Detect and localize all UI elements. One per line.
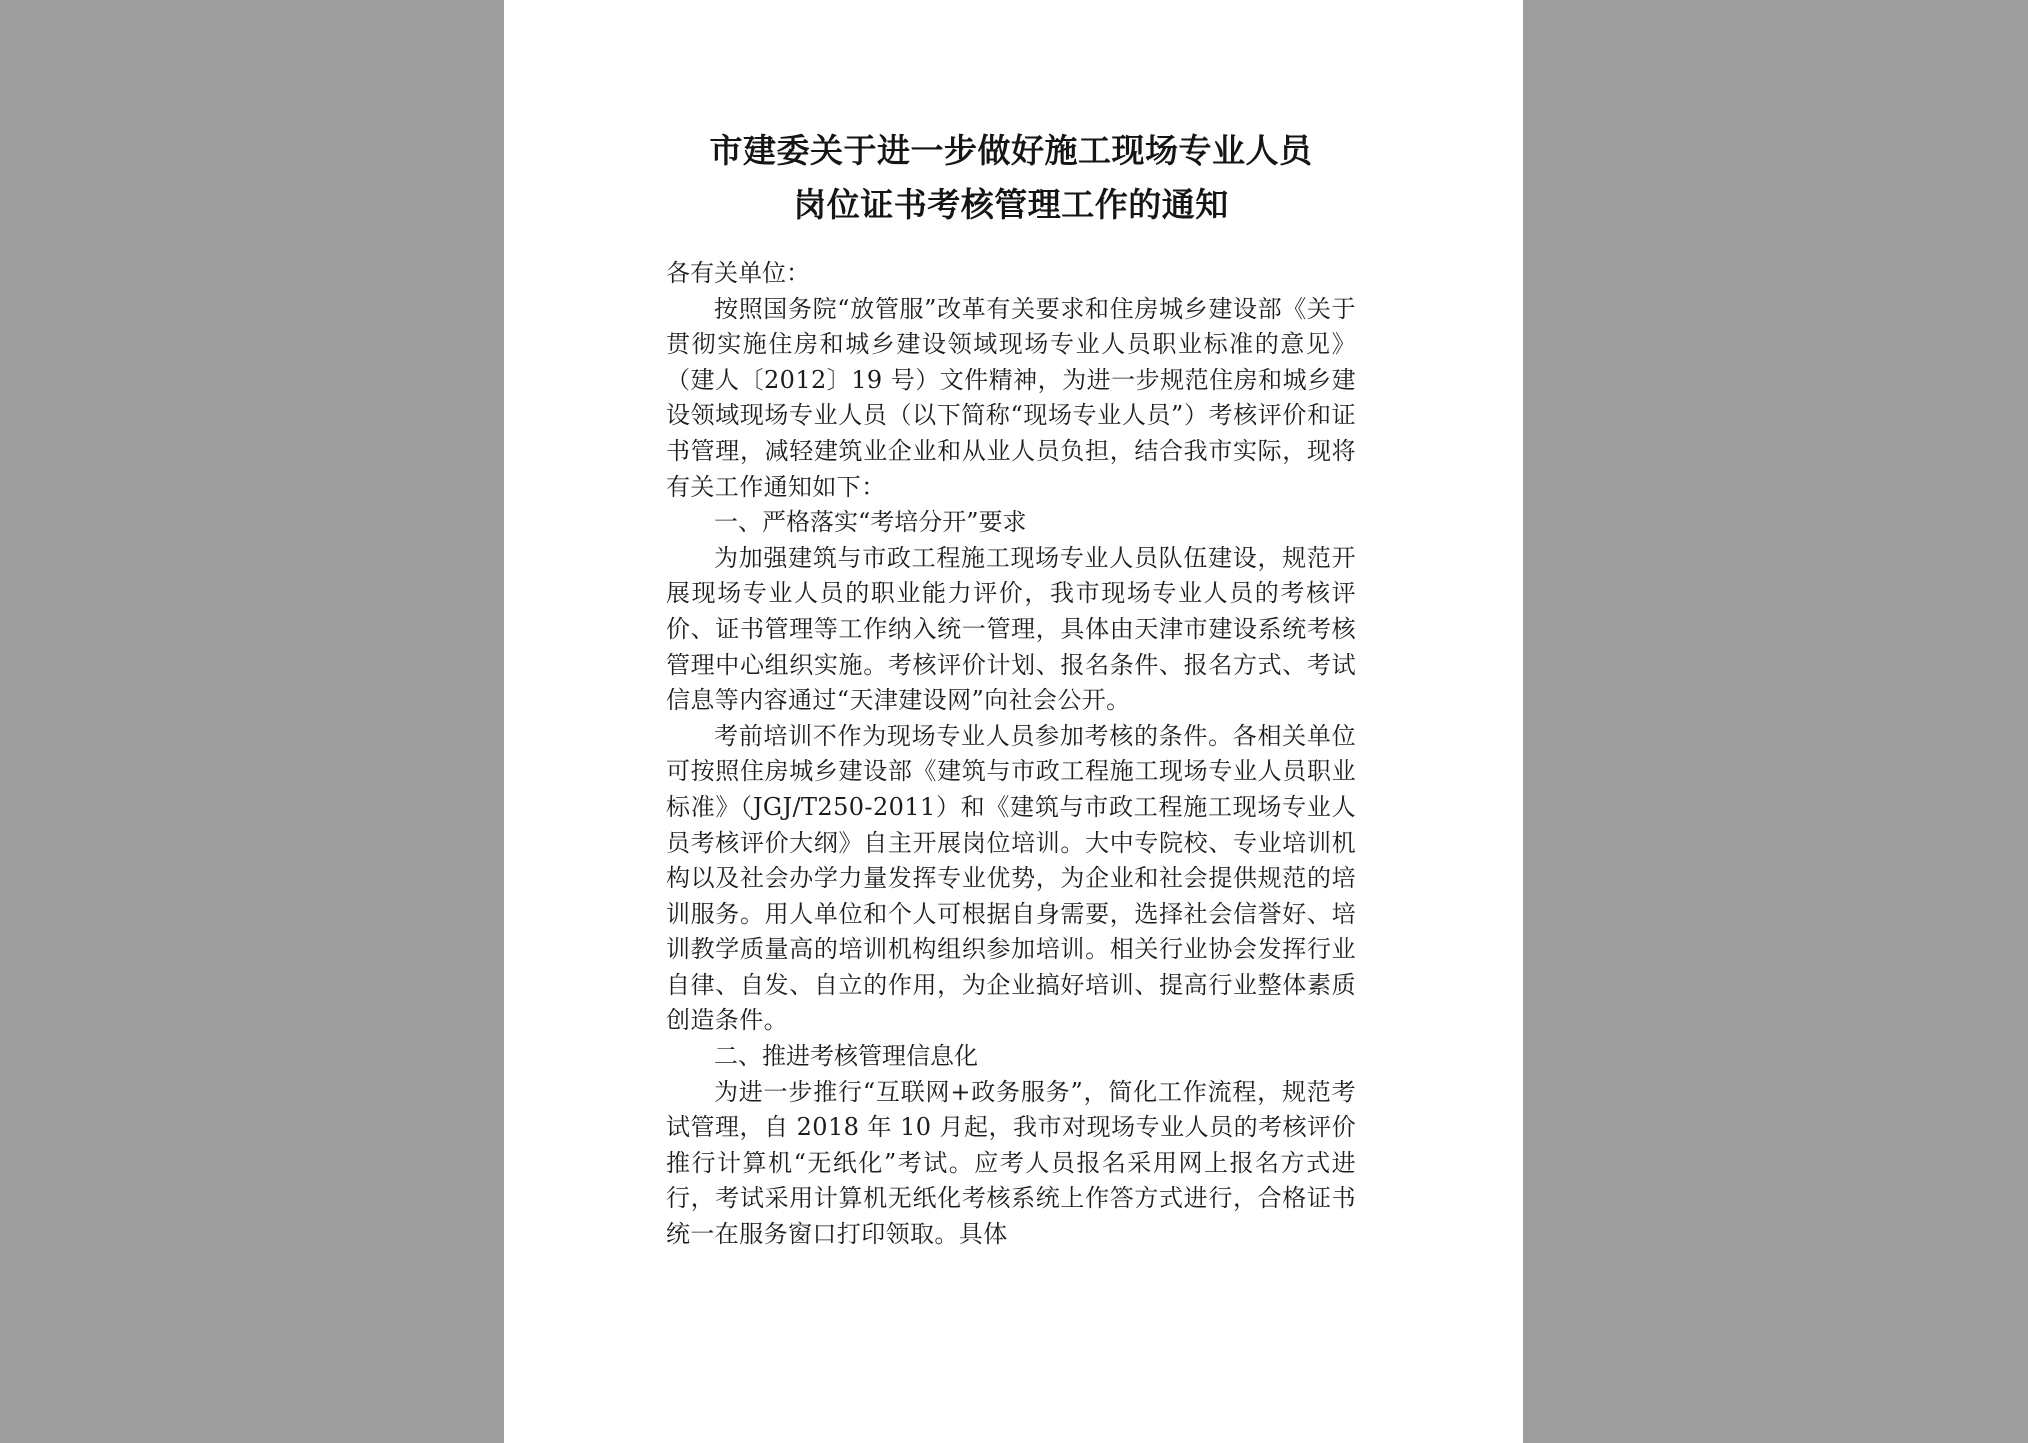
section-heading-1: 一、严格落实“考培分开”要求 [714,508,1027,537]
salutation: 各有关单位： [666,259,810,287]
title-line-2: 岗位证书考核管理工作的通知 [793,185,1229,224]
paragraph-section1-a: 为加强建筑与市政工程施工现场专业人员队伍建设，规范开展现场专业人员的职业能力评价，我市现场专业人员的考核评价、证书管理等工作纳入统一管理，具体由天津市建设系统考核管理中心组织实施。考核评价计划、报名条件、报名方式、考试信息等内容通过“天津建设网”向社会公开。 [666,543,1356,715]
title-line-1: 市建委关于进一步做好施工现场专业人员 [709,131,1313,170]
page-content [666,0,1356,1253]
section-heading-2: 二、推进考核管理信息化 [714,1042,978,1071]
paragraph-intro: 按照国务院“放管服”改革有关要求和住房城乡建设部《关于贯彻实施住房和城乡建设领域现场专业人员职业标准的意见》（建人〔2012〕19 号）文件精神，为进一步规范住房和城乡建设领域现场专业人员（以下简称“现场专业人员”）考核评价和证书管理，减轻建筑业企业和从业人员负担，结合我市实际，现将有关工作通知如下： [666,294,1356,501]
paragraph-section1-b: 考前培训不作为现场专业人员参加考核的条件。各相关单位可按照住房城乡建设部《建筑与市政工程施工现场专业人员职业标准》（JGJ/T250-2011）和《建筑与市政工程施工现场专业人员考核评价大纲》自主开展岗位培训。大中专院校、专业培训机构以及社会办学力量发挥专业优势，为企业和社会提供规范的培训服务。用人单位和个人可根据自身需要，选择社会信誉好、培训教学质量高的培训机构组织参加培训。相关行业协会发挥行业自律、自发、自立的作用，为企业搞好培训、提高行业整体素质创造条件。 [666,721,1356,1035]
paragraph-section2-a: 为进一步推行“互联网+政务服务”，简化工作流程，规范考试管理，自 2018 年 10 月起，我市对现场专业人员的考核评价推行计算机“无纸化”考试。应考人员报名采用网上报名方式进行，考试采用计算机无纸化考核系统上作答方式进行，合格证书统一在服务窗口打印领取。具体 [666,1077,1356,1249]
document-title [666,0,1356,232]
document-page [504,0,1523,1443]
